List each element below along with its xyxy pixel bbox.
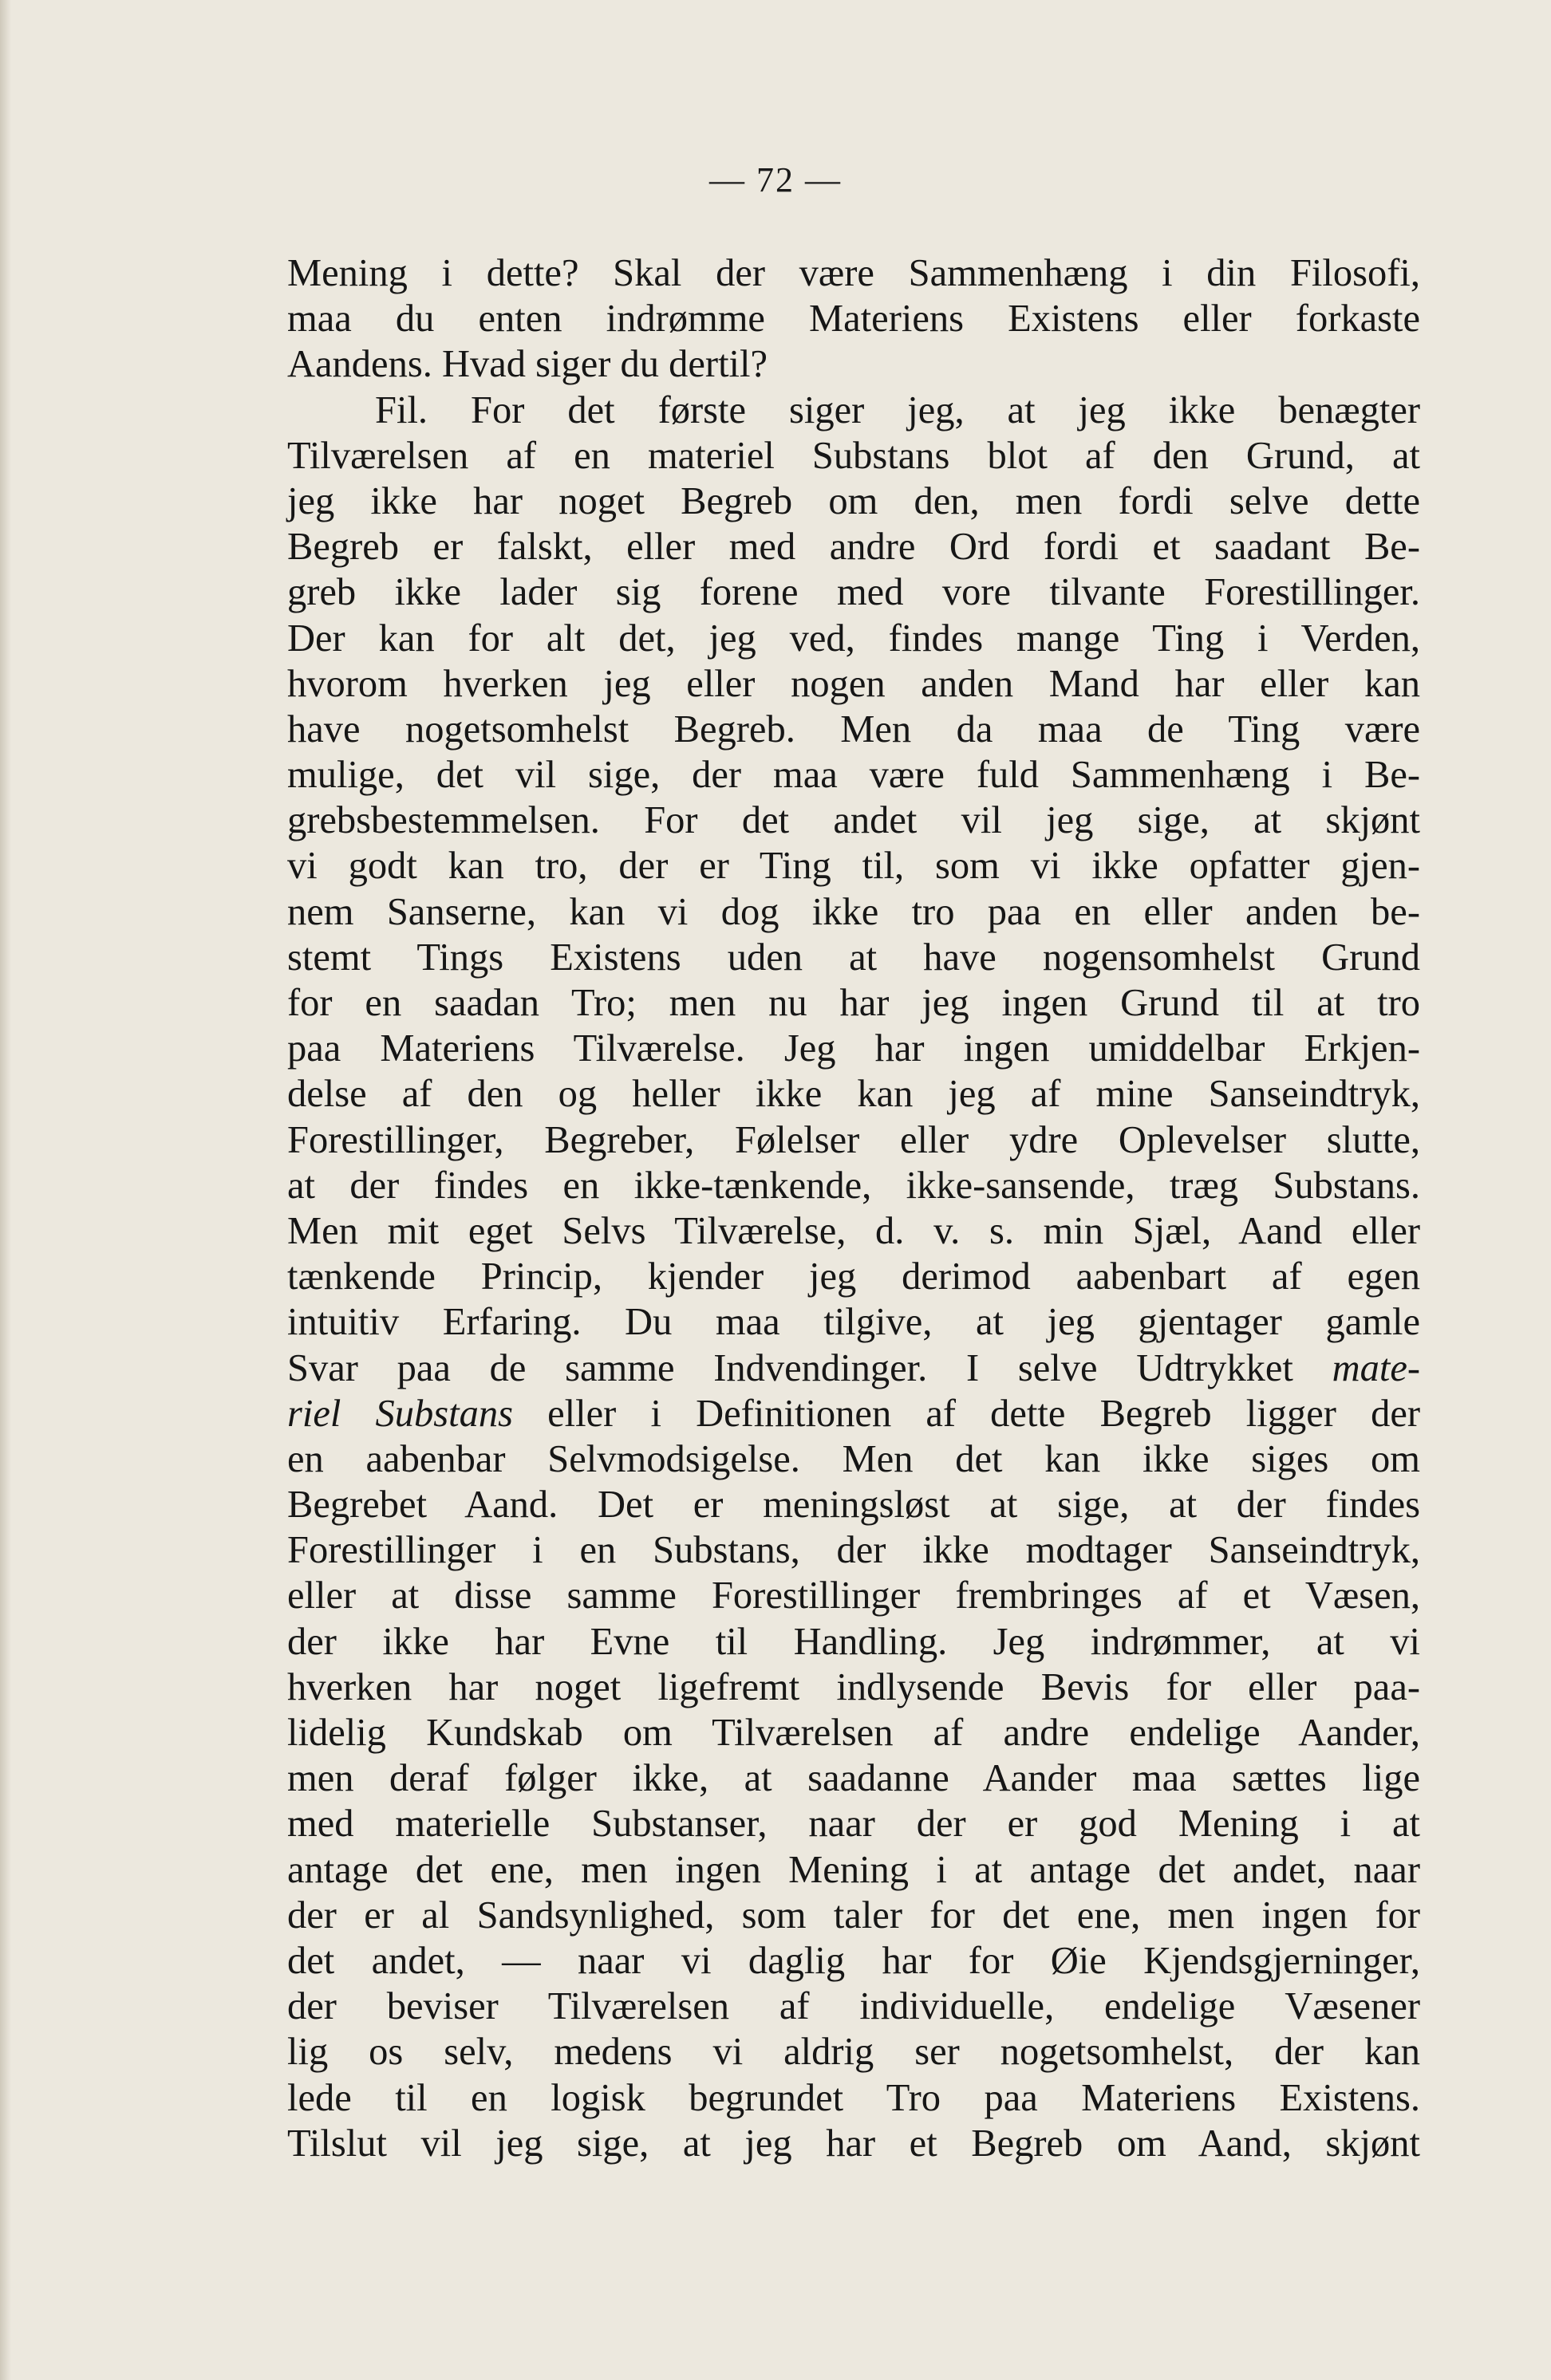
text-line: vi godt kan tro, der er Ting til, som vi ikke opfatter gjen- — [287, 845, 1420, 888]
text-line: der er al Sandsynlighed, som taler for det ene, men ingen for — [287, 1893, 1420, 1937]
text-line: Svar paa de samme Indvendinger. I selve Udtrykket mate- — [287, 1346, 1420, 1389]
text-line: Mening i dette? Skal der være Sammenhæng i din Filosofi, — [287, 252, 1420, 294]
italic-term: mate- — [1332, 1346, 1420, 1389]
text-line: men deraf følger ikke, at saadanne Aander maa sættes lige — [287, 1757, 1420, 1800]
page-number: — 72 — — [709, 160, 842, 199]
text-line: Forestillinger i en Substans, der ikke modtager Sanseindtryk, — [287, 1529, 1420, 1572]
text-line: der ikke har Evne til Handling. Jeg indrømmer, at vi — [287, 1620, 1420, 1663]
text-line: hvorom hverken jeg eller nogen anden Mand har eller kan — [287, 662, 1420, 705]
page-edge — [0, 0, 11, 2380]
text-line: Der kan for alt det, jeg ved, findes mange Ting i Verden, — [287, 617, 1420, 660]
text-line: Tilværelsen af en materiel Substans blot af den Grund, at — [287, 434, 1420, 477]
text-line: stemt Tings Existens uden at have nogensomhelst Grund — [287, 936, 1420, 979]
text-line: Aandens. Hvad siger du dertil? — [287, 343, 768, 386]
text-line: tænkende Princip, kjender jeg derimod aabenbart af egen — [287, 1255, 1420, 1298]
text-line: der beviser Tilværelsen af individuelle, endelige Væsener — [287, 1985, 1420, 2028]
italic-term: riel Substans — [287, 1392, 513, 1435]
text-line: antage det ene, men ingen Mening i at antage det andet, naar — [287, 1848, 1420, 1891]
text-line: Forestillinger, Begreber, Følelser eller ydre Oplevelser slutte, — [287, 1118, 1420, 1161]
text-line: grebsbestemmelsen. For det andet vil jeg sige, at skjønt — [287, 799, 1420, 842]
text-line: greb ikke lader sig forene med vore tilvante Forestillinger. — [287, 571, 1420, 614]
text-line: Begrebet Aand. Det er meningsløst at sige, at der findes — [287, 1484, 1420, 1527]
text-line: nem Sanserne, kan vi dog ikke tro paa en eller anden be- — [287, 890, 1420, 933]
text-line: at der findes en ikke-tænkende, ikke-sansende, træg Substans. — [287, 1164, 1420, 1207]
text-line: delse af den og heller ikke kan jeg af mine Sanseindtryk, — [287, 1073, 1420, 1116]
text-line: riel Substans eller i Definitionen af dette Begreb ligger der — [287, 1392, 1421, 1435]
text-line: Tilslut vil jeg sige, at jeg har et Begreb om Aand, skjønt — [287, 2122, 1420, 2165]
text-line: Men mit eget Selvs Tilværelse, d. v. s. min Sjæl, Aand eller — [287, 1209, 1420, 1252]
text-line: jeg ikke har noget Begreb om den, men fordi selve dette — [287, 479, 1420, 522]
text-line: lidelig Kundskab om Tilværelsen af andre endelige Aander, — [287, 1712, 1420, 1754]
text-line: intuitiv Erfaring. Du maa tilgive, at jeg gjentager gamle — [287, 1301, 1420, 1344]
text-line: have nogetsomhelst Begreb. Men da maa de Ting være — [287, 707, 1420, 751]
text-line: paa Materiens Tilværelse. Jeg har ingen umiddelbar Erkjen- — [287, 1027, 1420, 1070]
text-line: med materielle Substanser, naar der er god Mening i at — [287, 1803, 1420, 1846]
text-line: lede til en logisk begrundet Tro paa Materiens Existens. — [287, 2076, 1420, 2119]
text-line: en aabenbar Selvmodsigelse. Men det kan ikke siges om — [287, 1437, 1420, 1480]
text-line: Begreb er falskt, eller med andre Ord fordi et saadant Be- — [287, 526, 1420, 569]
text-line: det andet, — naar vi daglig har for Øie Kjendsgjerninger, — [287, 1939, 1420, 1982]
text-line: Fil. For det første siger jeg, at jeg ikke benægter — [375, 388, 1420, 431]
text-line: for en saadan Tro; men nu har jeg ingen Grund til at tro — [287, 982, 1420, 1024]
body-text — [287, 250, 1420, 2166]
text-line: eller at disse samme Forestillinger frembringes af et Væsen, — [287, 1574, 1420, 1618]
text-line: hverken har noget ligefremt indlysende Bevis for eller paa- — [287, 1665, 1420, 1708]
text-line: mulige, det vil sige, der maa være fuld Sammenhæng i Be- — [287, 754, 1420, 797]
text-line: lig os selv, medens vi aldrig ser nogetsomhelst, der kan — [287, 2031, 1420, 2074]
text-line: maa du enten indrømme Materiens Existens eller forkaste — [287, 298, 1420, 341]
